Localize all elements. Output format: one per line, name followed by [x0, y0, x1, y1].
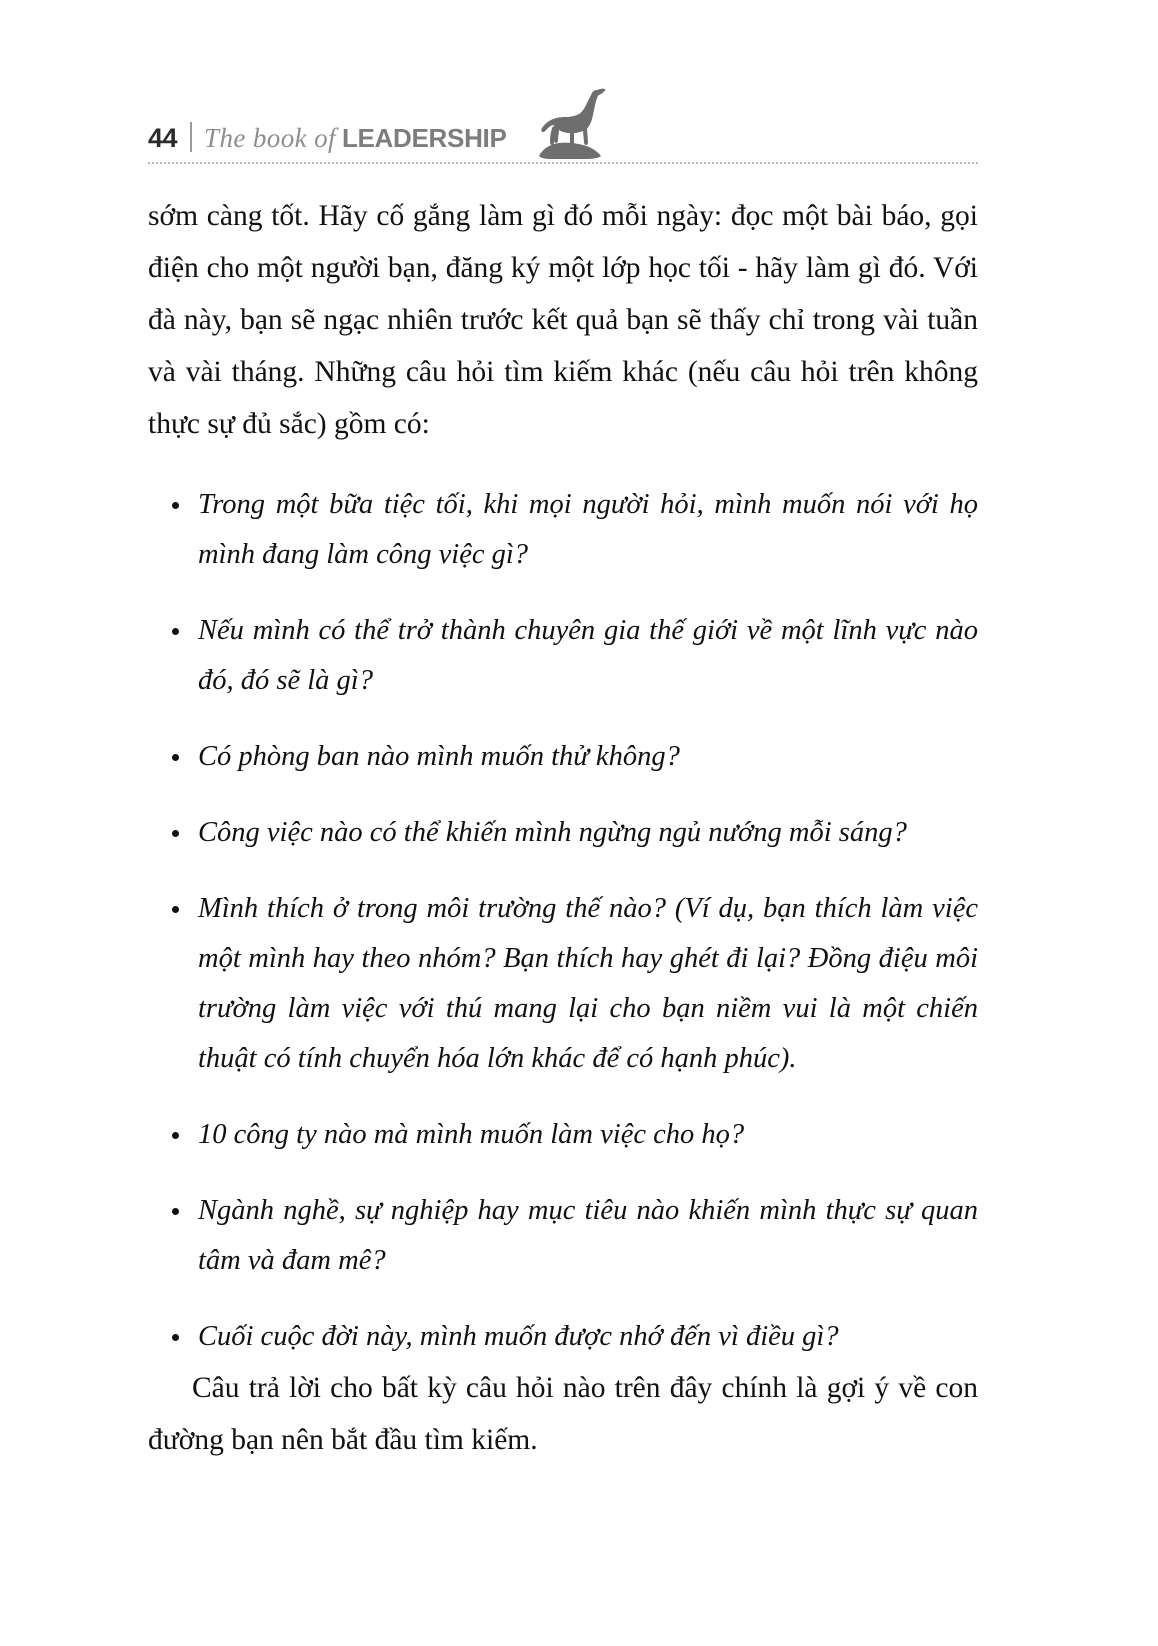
book-title-italic: The book of: [204, 123, 336, 153]
list-item-text: Cuối cuộc đời này, mình muốn được nhớ đến vì điều gì?: [198, 1321, 839, 1352]
bullet-icon: [172, 1132, 179, 1139]
bullet-icon: [172, 1208, 179, 1215]
bullet-icon: [172, 830, 179, 837]
list-item: [148, 1186, 978, 1286]
page-number: 44: [148, 123, 178, 153]
bullet-icon: [172, 502, 179, 509]
running-header: [148, 76, 978, 154]
list-item-text: Có phòng ban nào mình muốn thử không?: [198, 741, 680, 772]
question-list: [148, 480, 978, 1362]
bullet-icon: [172, 754, 179, 761]
opening-paragraph: sớm càng tốt. Hãy cố gắng làm gì đó mỗi ngày: đọc một bài báo, gọi điện cho một người bạn, đăng ký một lớp học tối - hãy làm gì đó. Với đà này, bạn sẽ ngạc nhiên trước kết quả bạn sẽ thấy chỉ trong vài tuần và vài tháng. Những câu hỏi tìm kiếm khác (nếu câu hỏi trên không thực sự đủ sắc) gồm có:: [148, 200, 978, 440]
book-title: [204, 125, 506, 154]
list-item: [148, 606, 978, 706]
list-item: [148, 1110, 978, 1160]
header-divider: [148, 162, 978, 164]
bullet-icon: [172, 906, 179, 913]
list-item-text: Công việc nào có thể khiến mình ngừng ngủ nướng mỗi sáng?: [198, 817, 907, 848]
list-item-text: 10 công ty nào mà mình muốn làm việc cho họ?: [198, 1119, 745, 1150]
closing-paragraph: Câu trả lời cho bất kỳ câu hỏi nào trên đây chính là gợi ý về con đường bạn nên bắt đầu tìm kiếm.: [148, 1372, 978, 1456]
book-title-bold: LEADERSHIP: [341, 123, 507, 153]
list-item: [148, 808, 978, 858]
list-item: [148, 1312, 978, 1362]
bullet-icon: [172, 1334, 179, 1341]
bullet-icon: [172, 628, 179, 635]
list-item: [148, 884, 978, 1084]
howling-wolf-icon: [529, 88, 607, 160]
list-item-text: Nếu mình có thể trở thành chuyên gia thế giới về một lĩnh vực nào đó, đó sẽ là gì?: [198, 615, 978, 696]
list-item-text: Trong một bữa tiệc tối, khi mọi người hỏi, mình muốn nói với họ mình đang làm công việc gì?: [198, 489, 978, 570]
list-item-text: Mình thích ở trong môi trường thế nào? (Ví dụ, bạn thích làm việc một mình hay theo nhóm? Bạn thích hay ghét đi lại? Đồng điệu môi trường làm việc với thú mang lại cho bạn niềm vui là một chiến thuật có tính chuyển hóa lớn khác để có hạnh phúc).: [198, 893, 978, 1074]
header-separator-bar: [190, 122, 192, 152]
list-item: [148, 480, 978, 580]
list-item-text: Ngành nghề, sự nghiệp hay mục tiêu nào khiến mình thực sự quan tâm và đam mê?: [198, 1195, 978, 1276]
list-item: [148, 732, 978, 782]
page-content: [148, 190, 978, 1466]
